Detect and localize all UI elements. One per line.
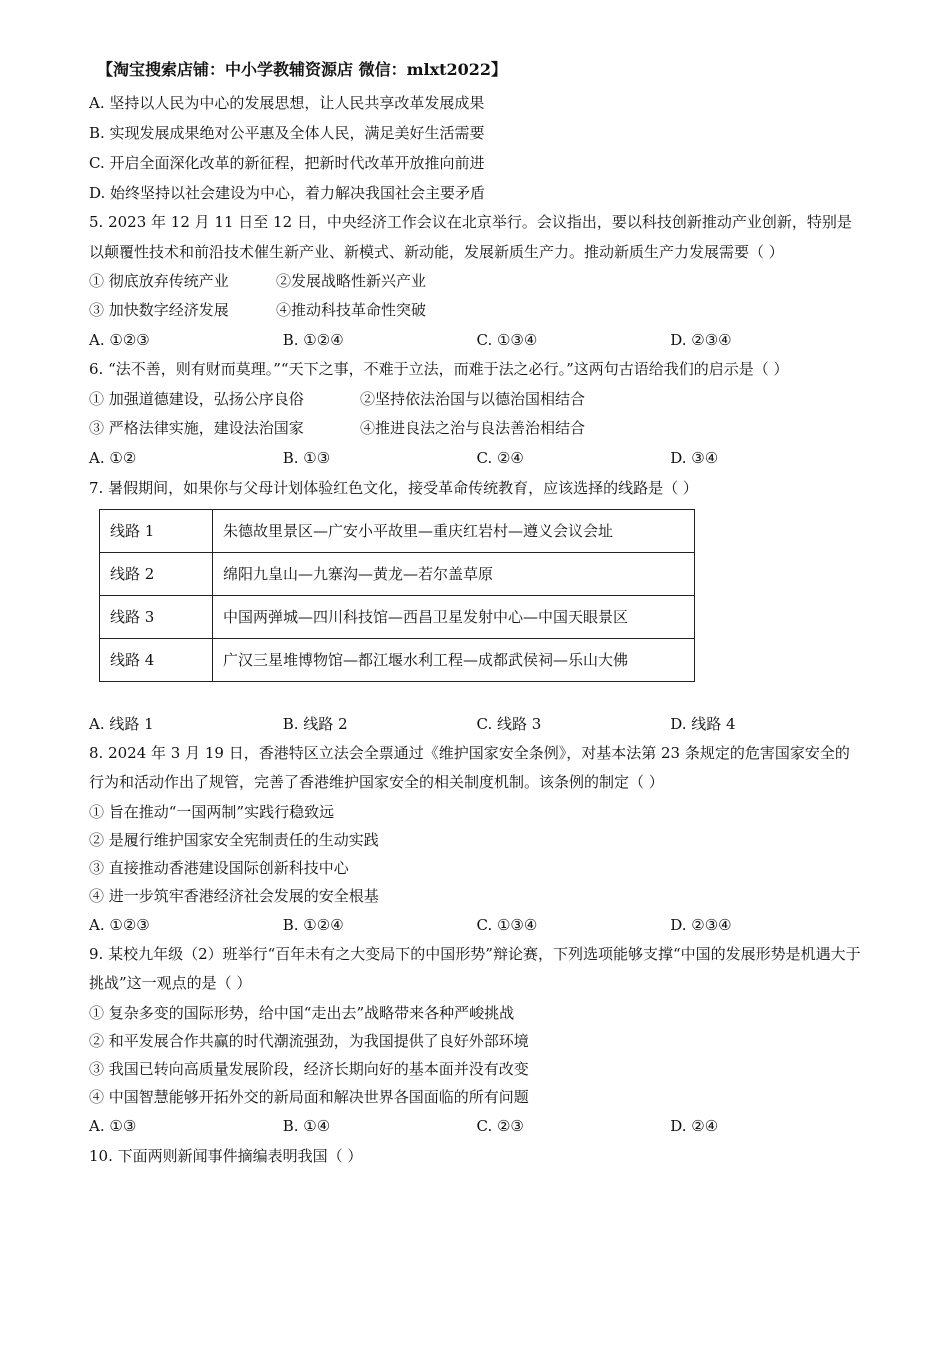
q9-option-d: D. ②④	[670, 1116, 719, 1135]
q6-statements-row1	[89, 385, 864, 414]
q9-statement-2: ② 和平发展合作共赢的时代潮流强劲，为我国提供了良好外部环境	[89, 1031, 529, 1050]
q7-option-a: A. 线路 1	[89, 714, 154, 733]
route-name: 线路 1	[100, 509, 213, 552]
question-9	[89, 940, 864, 1141]
q9-options	[89, 1111, 864, 1141]
exam-page	[89, 58, 864, 1171]
q7-option-c: C. 线路 3	[476, 714, 542, 733]
route-name: 线路 2	[100, 552, 213, 595]
q8-option-b: B. ①②④	[282, 915, 344, 934]
q9-option-c: C. ②③	[476, 1116, 524, 1135]
q5-statement-4: ④推动科技革命性突破	[276, 301, 427, 319]
q5-statements-row1	[89, 267, 864, 296]
q5-statement-3: ③ 加快数字经济发展	[89, 301, 229, 319]
routes-table	[99, 509, 695, 682]
q5-option-b: B. ①②④	[282, 331, 344, 349]
q9-option-b: B. ①④	[282, 1116, 331, 1135]
q5-stem: 5. 2023 年 12 月 11 日至 12 日，中央经济工作会议在北京举行。会议指出，要以科技创新推动产业创新，特别是以颠覆性技术和前沿技术催生新产业、新模式、新动能，发展新质生产力。推动新质生产力发展需要（ ）	[89, 213, 852, 261]
q4-option-a: A. 坚持以人民为中心的发展思想，让人民共享改革发展成果	[89, 94, 485, 112]
route-name: 线路 4	[100, 638, 213, 681]
q7-options	[89, 709, 864, 739]
q8-statement-3: ③ 直接推动香港建设国际创新科技中心	[89, 858, 349, 877]
q6-statement-4: ④推进良法之治与良法善治相结合	[360, 418, 586, 437]
q7-stem: 7. 暑假期间，如果你与父母计划体验红色文化，接受革命传统教育，应该选择的线路是（ ）	[89, 478, 698, 497]
q8-option-c: C. ①③④	[476, 915, 538, 934]
question-7	[89, 473, 864, 739]
table-row	[100, 552, 695, 595]
q6-statements-row2	[89, 414, 864, 443]
q5-statement-2: ②发展战略性新兴产业	[276, 272, 427, 290]
route-name: 线路 3	[100, 595, 213, 638]
q9-option-a: A. ①③	[89, 1116, 137, 1135]
q4-option-d: D. 始终坚持以社会建设为中心，着力解决我国社会主要矛盾	[89, 184, 486, 202]
route-desc: 绵阳九皇山—九寨沟—黄龙—若尔盖草原	[213, 552, 695, 595]
table-row	[100, 509, 695, 552]
q7-option-b: B. 线路 2	[282, 714, 348, 733]
q6-option-b: B. ①③	[282, 448, 331, 467]
q5-statement-1: ① 彻底放弃传统产业	[89, 272, 229, 290]
q8-statement-4: ④ 进一步筑牢香港经济社会发展的安全根基	[89, 886, 379, 905]
table-row	[100, 595, 695, 638]
q5-option-c: C. ①③④	[476, 331, 538, 349]
q6-options	[89, 443, 864, 473]
q9-stem: 9. 某校九年级（2）班举行“百年未有之大变局下的中国形势”辩论赛，下列选项能够支撑“中国的发展形势是机遇大于挑战”这一观点的是（ ）	[89, 944, 861, 992]
route-desc: 朱德故里景区—广安小平故里—重庆红岩村—遵义会议会址	[213, 509, 695, 552]
q8-options	[89, 910, 864, 940]
q7-option-d: D. 线路 4	[670, 714, 736, 733]
q5-options	[89, 325, 864, 355]
route-desc: 广汉三星堆博物馆—都江堰水利工程—成都武侯祠—乐山大佛	[213, 638, 695, 681]
q6-option-a: A. ①②	[89, 448, 137, 467]
q6-option-c: C. ②④	[476, 448, 524, 467]
q4-option-c: C. 开启全面深化改革的新征程，把新时代改革开放推向前进	[89, 154, 485, 172]
q6-statement-1: ① 加强道德建设，弘扬公序良俗	[89, 389, 304, 408]
q9-statement-4: ④ 中国智慧能够开拓外交的新局面和解决世界各国面临的所有问题	[89, 1087, 529, 1106]
shop-header: 【淘宝搜索店铺：中小学教辅资源店 微信：mlxt2022】	[97, 60, 508, 79]
q4-option-b: B. 实现发展成果绝对公平惠及全体人民，满足美好生活需要	[89, 124, 485, 142]
question-5	[89, 208, 864, 355]
question-6	[89, 355, 864, 473]
question-8	[89, 739, 864, 940]
question-10	[89, 1141, 864, 1171]
q5-option-a: A. ①②③	[89, 331, 150, 349]
q4-options	[89, 88, 864, 208]
q9-statement-1: ① 复杂多变的国际形势，给中国“走出去”战略带来各种严峻挑战	[89, 1003, 515, 1022]
q6-stem: 6. “法不善，则有财而莫理。”“天下之事，不难于立法，而难于法之必行。”这两句古语给我们的启示是（ ）	[89, 360, 789, 378]
q5-statements-row2	[89, 296, 864, 325]
q8-statement-1: ① 旨在推动“一国两制”实践行稳致远	[89, 802, 335, 821]
q6-statement-3: ③ 严格法律实施，建设法治国家	[89, 418, 304, 437]
q8-stem: 8. 2024 年 3 月 19 日，香港特区立法会全票通过《维护国家安全条例》，对基本法第 23 条规定的危害国家安全的行为和活动作出了规管，完善了香港维护国家安全的相关制度机制。该条例的制定（ ）	[89, 743, 850, 791]
table-row	[100, 638, 695, 681]
q9-statement-3: ③ 我国已转向高质量发展阶段，经济长期向好的基本面并没有改变	[89, 1059, 529, 1078]
route-desc: 中国两弹城—四川科技馆—西昌卫星发射中心—中国天眼景区	[213, 595, 695, 638]
q5-option-d: D. ②③④	[670, 331, 732, 349]
q8-option-a: A. ①②③	[89, 915, 150, 934]
q8-option-d: D. ②③④	[670, 915, 732, 934]
q10-stem: 10. 下面两则新闻事件摘编表明我国（ ）	[89, 1146, 363, 1165]
q6-statement-2: ②坚持依法治国与以德治国相结合	[360, 389, 586, 408]
q8-statement-2: ② 是履行维护国家安全宪制责任的生动实践	[89, 830, 379, 849]
q6-option-d: D. ③④	[670, 448, 719, 467]
